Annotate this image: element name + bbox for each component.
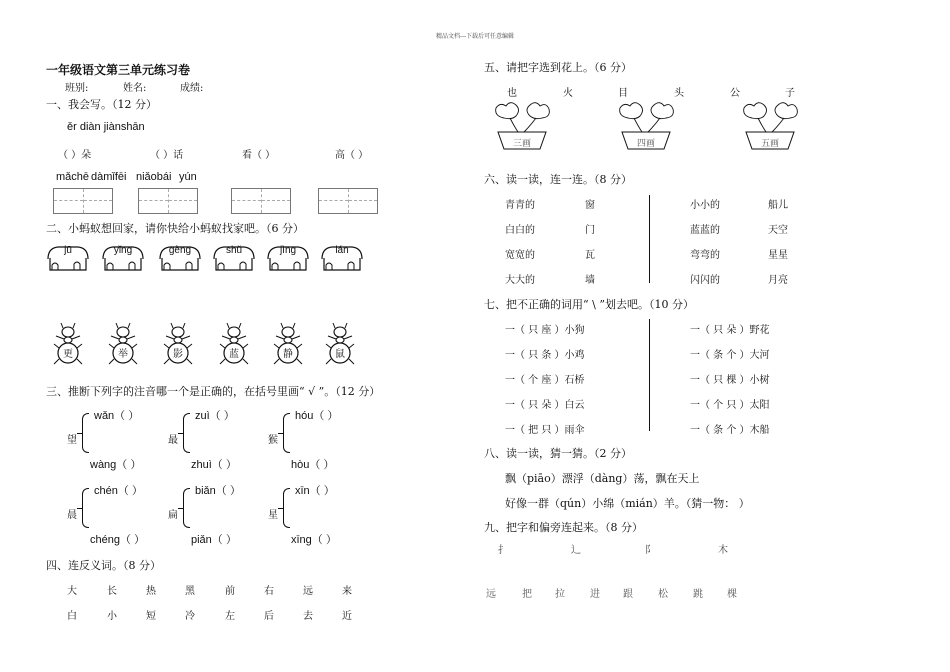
measure-word-item[interactable]: 一（ 只 朵 ）白云 — [505, 400, 585, 411]
brace-icon — [283, 413, 290, 453]
section-4-title: 四、连反义词。（8 分） — [46, 559, 161, 572]
house-card[interactable] — [212, 244, 256, 272]
measure-word-item[interactable]: 一（ 个 只 ）太阳 — [690, 400, 770, 411]
character-part[interactable]: 跟 — [623, 589, 633, 600]
measure-word-item[interactable]: 一（ 条 个 ）木船 — [690, 425, 770, 436]
pinyin-choice-char: 扁 — [168, 510, 178, 521]
pinyin-choice-char: 晨 — [67, 510, 77, 521]
ant-card[interactable] — [163, 322, 193, 366]
pinyin-option[interactable]: zuì（ ） — [195, 410, 235, 422]
flower-pot[interactable] — [738, 100, 802, 150]
section-7-title: 七、把不正确的词用“ \ ”划去吧。（10 分） — [484, 298, 694, 311]
pinyin-option[interactable]: wǎn（ ） — [94, 410, 140, 422]
class-label: 班别: — [65, 83, 89, 94]
character-part[interactable]: 把 — [522, 589, 532, 600]
section-1-title: 一、我会写。（12 分） — [46, 98, 157, 111]
page-title: 一年级语文第三单元练习卷 — [46, 63, 191, 77]
house-pinyin: jū — [64, 245, 72, 256]
antonym-bottom[interactable]: 短 — [146, 611, 156, 622]
brace-icon — [183, 488, 190, 528]
radical[interactable]: 木 — [718, 545, 728, 556]
match-right-b[interactable]: 船儿 — [768, 200, 788, 211]
s1-pinyin: mǎchē — [56, 171, 90, 183]
measure-word-item[interactable]: 一（ 只 条 ）小鸡 — [505, 350, 585, 361]
character-part[interactable]: 跳 — [693, 589, 703, 600]
measure-word-item[interactable]: 一（ 个 座 ）石桥 — [505, 375, 585, 386]
section-6-title: 六、读一读，连一连。（8 分） — [484, 173, 632, 186]
writing-grid[interactable] — [53, 188, 113, 214]
s1-item: 看（ ） — [242, 150, 276, 161]
s1-pinyin-row1: ěr diàn jiànshān — [67, 121, 145, 133]
antonym-bottom[interactable]: 左 — [225, 611, 235, 622]
flower-char[interactable]: 目 — [618, 88, 628, 99]
pinyin-option[interactable]: piǎn（ ） — [191, 534, 237, 546]
match-right-b[interactable]: 星星 — [768, 250, 788, 261]
antonym-bottom[interactable]: 小 — [107, 611, 117, 622]
antonym-top[interactable]: 黑 — [185, 586, 195, 597]
brace-icon — [283, 488, 290, 528]
match-right-b[interactable]: 天空 — [768, 225, 788, 236]
section-8-title: 八、读一读，猜一猜。（2 分） — [484, 447, 632, 460]
match-left-b[interactable]: 瓦 — [585, 250, 595, 261]
antonym-top[interactable]: 右 — [264, 586, 274, 597]
brace-icon — [82, 488, 89, 528]
character-part[interactable]: 松 — [658, 589, 668, 600]
pot-label: 四画 — [636, 139, 655, 149]
flower-char[interactable]: 子 — [785, 88, 795, 99]
pot-label: 五画 — [760, 139, 779, 149]
radical[interactable]: 扌 — [498, 545, 508, 556]
match-left-a[interactable]: 白白的 — [505, 225, 535, 236]
ant-card[interactable] — [53, 322, 83, 366]
ant-character: 静 — [283, 349, 293, 360]
section-5-title: 五、请把字选到花上。（6 分） — [484, 61, 632, 74]
measure-word-item[interactable]: 一（ 只 朵 ）野花 — [690, 325, 770, 336]
riddle-line-2: 好像一群（qún）小绵（mián）羊。（猜一物： ） — [505, 497, 750, 510]
character-part[interactable]: 拉 — [555, 589, 565, 600]
pinyin-option[interactable]: hòu（ ） — [291, 459, 335, 471]
house-card[interactable] — [266, 244, 310, 272]
section-2-title: 二、小蚂蚁想回家，请你快给小蚂蚁找家吧。（6 分） — [46, 222, 304, 235]
ant-character: 蓝 — [229, 349, 239, 360]
divider-line — [649, 195, 650, 283]
pinyin-option[interactable]: biǎn（ ） — [195, 485, 241, 497]
name-label: 姓名: — [123, 83, 147, 94]
writing-grid[interactable] — [138, 188, 198, 214]
antonym-bottom[interactable]: 去 — [303, 611, 313, 622]
measure-word-item[interactable]: 一（ 只 座 ）小狗 — [505, 325, 585, 336]
flower-char[interactable]: 头 — [674, 88, 684, 99]
ant-character: 举 — [118, 349, 128, 360]
match-left-a[interactable]: 青青的 — [505, 200, 535, 211]
pinyin-choice-char: 望 — [67, 435, 77, 446]
match-left-a[interactable]: 宽宽的 — [505, 250, 535, 261]
house-pinyin: yǐng — [113, 245, 133, 256]
pinyin-option[interactable]: xīn（ ） — [295, 485, 335, 497]
antonym-top[interactable]: 大 — [67, 586, 77, 597]
antonym-bottom[interactable]: 白 — [67, 611, 77, 622]
writing-grid[interactable] — [318, 188, 378, 214]
radical[interactable]: 辶 — [571, 545, 581, 556]
riddle-line-1: 飘（piāo）漂浮（dàng）荡，飘在天上 — [505, 472, 700, 485]
s1-pinyin: yún — [179, 171, 197, 183]
house-pinyin: shǔ — [225, 245, 243, 256]
antonym-top[interactable]: 长 — [107, 586, 117, 597]
pinyin-option[interactable]: zhuì（ ） — [191, 459, 237, 471]
ant-card[interactable] — [108, 322, 138, 366]
antonym-top[interactable]: 前 — [225, 586, 235, 597]
antonym-top[interactable]: 来 — [342, 586, 352, 597]
character-part[interactable]: 棵 — [727, 589, 737, 600]
divider-line — [649, 319, 650, 431]
pinyin-option[interactable]: hóu（ ） — [295, 410, 339, 422]
score-label: 成绩: — [180, 83, 204, 94]
match-right-a[interactable]: 小小的 — [690, 200, 720, 211]
match-left-b[interactable]: 墙 — [585, 275, 595, 286]
match-right-a[interactable]: 蓝蓝的 — [690, 225, 720, 236]
antonym-bottom[interactable]: 后 — [264, 611, 274, 622]
page-header: 精品文档---下载后可任意编辑 — [435, 33, 515, 40]
measure-word-item[interactable]: 一（ 条 个 ）大河 — [690, 350, 770, 361]
house-card[interactable] — [46, 244, 90, 272]
s1-item: （ ）朵 — [58, 150, 92, 161]
house-pinyin: jìng — [279, 245, 297, 256]
ant-card[interactable] — [325, 322, 355, 366]
ant-character: 影 — [173, 349, 183, 360]
measure-word-item[interactable]: 一（ 把 只 ）雨伞 — [505, 425, 585, 436]
match-right-a[interactable]: 闪闪的 — [690, 275, 720, 286]
flower-char[interactable]: 火 — [563, 88, 573, 99]
brace-icon — [82, 413, 89, 453]
ant-character: 鼠 — [335, 349, 345, 360]
s1-item: （ ）话 — [150, 150, 184, 161]
flower-char[interactable]: 公 — [730, 88, 740, 99]
ant-character: 更 — [63, 349, 73, 360]
house-card[interactable] — [101, 244, 145, 272]
flower-pot[interactable] — [490, 100, 554, 150]
pinyin-option[interactable]: chén（ ） — [94, 485, 143, 497]
pinyin-option[interactable]: wàng（ ） — [90, 459, 142, 471]
section-3-title: 三、推断下列字的注音哪一个是正确的，在括号里画“ √ ”。（12 分） — [46, 385, 381, 398]
match-right-a[interactable]: 弯弯的 — [690, 250, 720, 261]
pot-label: 三画 — [512, 139, 531, 149]
radical[interactable]: ⻖ — [645, 545, 655, 556]
s1-item: 高（ ） — [335, 150, 369, 161]
flower-pot[interactable] — [614, 100, 678, 150]
antonym-top[interactable]: 远 — [303, 586, 313, 597]
pinyin-option[interactable]: xīng（ ） — [291, 534, 337, 546]
s1-pinyin: niǎobái — [136, 171, 172, 183]
pinyin-choice-char: 最 — [168, 435, 178, 446]
section-9-title: 九、把字和偏旁连起来。（8 分） — [484, 521, 643, 534]
pinyin-choice-char: 猴 — [268, 435, 278, 446]
measure-word-item[interactable]: 一（ 只 棵 ）小树 — [690, 375, 770, 386]
pinyin-option[interactable]: chéng（ ） — [90, 534, 146, 546]
match-left-a[interactable]: 大大的 — [505, 275, 535, 286]
house-card[interactable] — [158, 244, 202, 272]
pinyin-choice-char: 星 — [268, 510, 278, 521]
house-pinyin: gèng — [168, 245, 192, 256]
character-part[interactable]: 远 — [486, 589, 496, 600]
ant-card[interactable] — [273, 322, 303, 366]
writing-grid[interactable] — [231, 188, 291, 214]
ant-card[interactable] — [219, 322, 249, 366]
match-right-b[interactable]: 月亮 — [768, 275, 788, 286]
antonym-bottom[interactable]: 近 — [342, 611, 352, 622]
match-left-b[interactable]: 窗 — [585, 200, 595, 211]
house-pinyin: lán — [335, 245, 349, 256]
character-part[interactable]: 进 — [590, 589, 600, 600]
match-left-b[interactable]: 门 — [585, 225, 595, 236]
antonym-bottom[interactable]: 冷 — [185, 611, 195, 622]
flower-char[interactable]: 也 — [507, 88, 517, 99]
house-card[interactable] — [320, 244, 364, 272]
antonym-top[interactable]: 热 — [146, 586, 156, 597]
brace-icon — [183, 413, 190, 453]
s1-pinyin: dàmǐfēi — [91, 171, 127, 183]
